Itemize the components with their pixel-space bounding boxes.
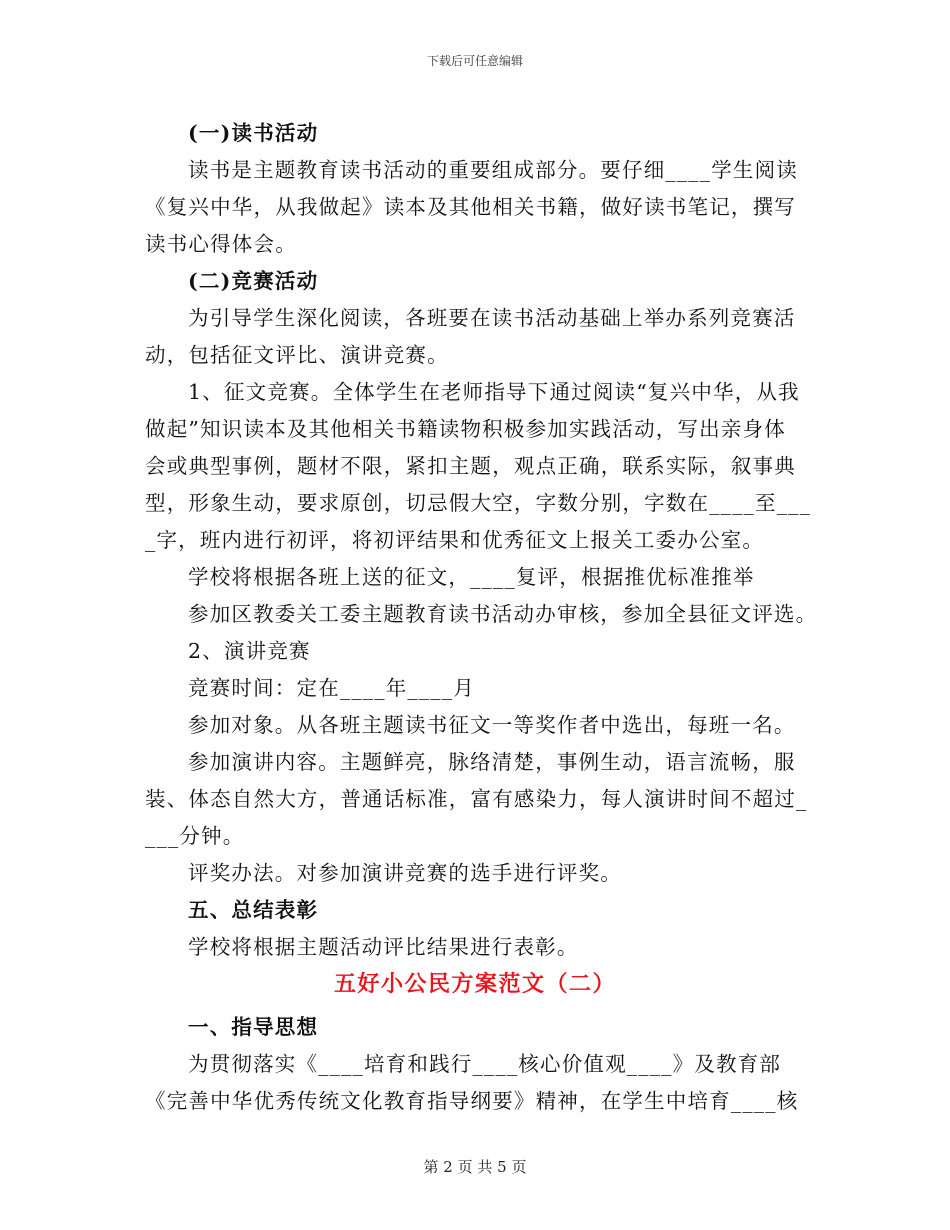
paragraph-line: 学校将根据各班上送的征文，____复评，根据推优标准推举: [188, 565, 755, 589]
paragraph-line: 参加区教委关工委主题教育读书活动办审核，参加全县征文评选。: [188, 602, 818, 626]
paragraph-line: 竞赛时间：定在____年____月: [188, 676, 475, 700]
paragraph-line: 《复兴中华，从我做起》读本及其他相关书籍，做好读书笔记，撰写: [145, 195, 796, 219]
paragraph-line: 2、演讲竞赛: [188, 639, 311, 663]
paragraph-line: 为贯彻落实《____培育和践行____核心价值观____》及教育部: [188, 1052, 782, 1076]
paragraph-line: 1、征文竞赛。全体学生在老师指导下通过阅读“复兴中华，从我: [188, 380, 800, 404]
paragraph-line: ___分钟。: [145, 824, 245, 848]
section-heading-reading: (一)读书活动: [188, 121, 319, 145]
section-heading-competition: (二)竞赛活动: [188, 269, 319, 293]
page-footer: 第 2 页 共 5 页: [423, 1158, 527, 1176]
paragraph-line: 型，形象生动，要求原创，切忌假大空，字数分别，字数在____至___: [145, 491, 812, 515]
paragraph-line: 做起”知识读本及其他相关书籍读物积极参加实践活动，写出亲身体: [145, 417, 786, 441]
paragraph-line: 参加对象。从各班主题读书征文一等奖作者中选出，每班一名。: [188, 713, 796, 737]
document-title: 五好小公民方案范文（二）: [333, 971, 616, 997]
paragraph-line: 为引导学生深化阅读，各班要在读书活动基础上举办系列竞赛活: [188, 306, 796, 330]
paragraph-line: 学校将根据主题活动评比结果进行表彰。: [188, 935, 579, 959]
paragraph-line: 读书心得体会。: [145, 232, 297, 256]
paragraph-line: 参加演讲内容。主题鲜亮，脉络清楚，事例生动，语言流畅，服: [188, 750, 796, 774]
paragraph-line: 《完善中华优秀传统文化教育指导纲要》精神，在学生中培育____核: [145, 1089, 799, 1113]
paragraph-line: 动，包括征文评比、演讲竞赛。: [145, 343, 449, 367]
paragraph-line: 装、体态自然大方，普通话标准，富有感染力，每人演讲时间不超过_: [145, 787, 808, 811]
paragraph-line: 会或典型事例，题材不限，紧扣主题，观点正确，联系实际，叙事典: [145, 454, 796, 478]
paragraph-line: 评奖办法。对参加演讲竞赛的选手进行评奖。: [188, 861, 622, 885]
section-heading-guiding-ideology: 一、指导思想: [188, 1015, 319, 1039]
section-heading-summary: 五、总结表彰: [188, 898, 319, 922]
paragraph-line: 读书是主题教育读书活动的重要组成部分。要仔细____学生阅读: [188, 158, 798, 182]
paragraph-line: _字，班内进行初评，将初评结果和优秀征文上报关工委办公室。: [145, 528, 765, 552]
page-header: 下载后可任意编辑: [426, 54, 523, 68]
